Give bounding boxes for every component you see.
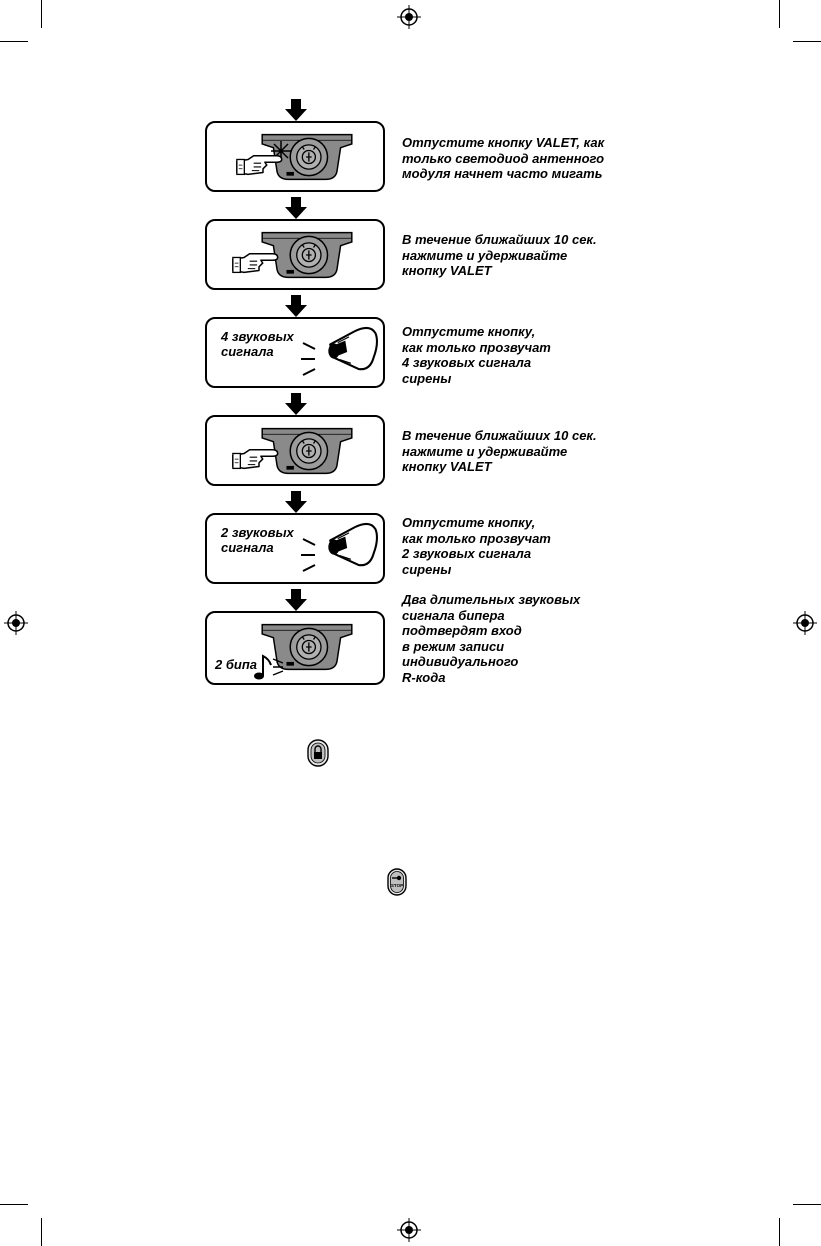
crop-mark <box>0 1204 28 1205</box>
step-3-description: Отпустите кнопку, как только прозвучат 4 звуковых сигнала сирены <box>402 324 551 386</box>
hand-pressing-icon <box>235 151 291 181</box>
step-box-2 <box>205 219 385 290</box>
svg-text:STOP: STOP <box>390 883 404 888</box>
crop-mark <box>793 1204 821 1205</box>
flow-arrow <box>285 491 307 513</box>
step-5-description: Отпустите кнопку, как только прозвучат 2 звуковых сигнала сирены <box>402 515 551 577</box>
siren-icon <box>317 519 383 577</box>
beep-count-label: 4 звуковых сигнала <box>221 329 294 359</box>
step-2-description: В течение ближайших 10 сек. нажмите и удерживайте кнопку VALET <box>402 232 597 278</box>
beep-count-label: 2 бипа <box>215 657 258 672</box>
crop-mark <box>41 0 42 28</box>
step-box-1 <box>205 121 385 192</box>
music-note-icon <box>253 653 273 681</box>
crop-mark <box>779 1218 780 1246</box>
flow-arrow <box>285 295 307 317</box>
flow-arrow <box>285 197 307 219</box>
step-6-description: Два длительных звуковых сигнала бипера подтвердят вход в режим записи индивидуального R-кода <box>402 592 581 685</box>
registration-mark-left <box>4 611 28 635</box>
siren-icon <box>317 323 383 381</box>
lock-button-icon <box>307 739 329 767</box>
step-4-description: В течение ближайших 10 сек. нажмите и удерживайте кнопку VALET <box>402 428 597 474</box>
sound-waves-icon <box>271 657 285 677</box>
step-1-description: Отпустите кнопку VALET, как только светодиод антенного модуля начнет часто мигать <box>402 135 605 181</box>
step-box-5 <box>205 513 385 584</box>
crop-mark <box>0 41 28 42</box>
registration-mark-right <box>793 611 817 635</box>
crop-mark <box>779 0 780 28</box>
hand-pressing-icon <box>231 249 287 279</box>
step-box-4 <box>205 415 385 486</box>
hand-pressing-icon <box>231 445 287 475</box>
registration-mark-top <box>397 5 421 29</box>
beep-count-label: 2 звуковых сигнала <box>221 525 294 555</box>
registration-mark-bottom <box>397 1218 421 1242</box>
flow-arrow <box>285 393 307 415</box>
step-box-6 <box>205 611 385 685</box>
crop-mark <box>41 1218 42 1246</box>
step-box-3 <box>205 317 385 388</box>
crop-mark <box>793 41 821 42</box>
flow-arrow <box>285 99 307 121</box>
stop-button-icon <box>387 868 407 896</box>
flow-arrow <box>285 589 307 611</box>
